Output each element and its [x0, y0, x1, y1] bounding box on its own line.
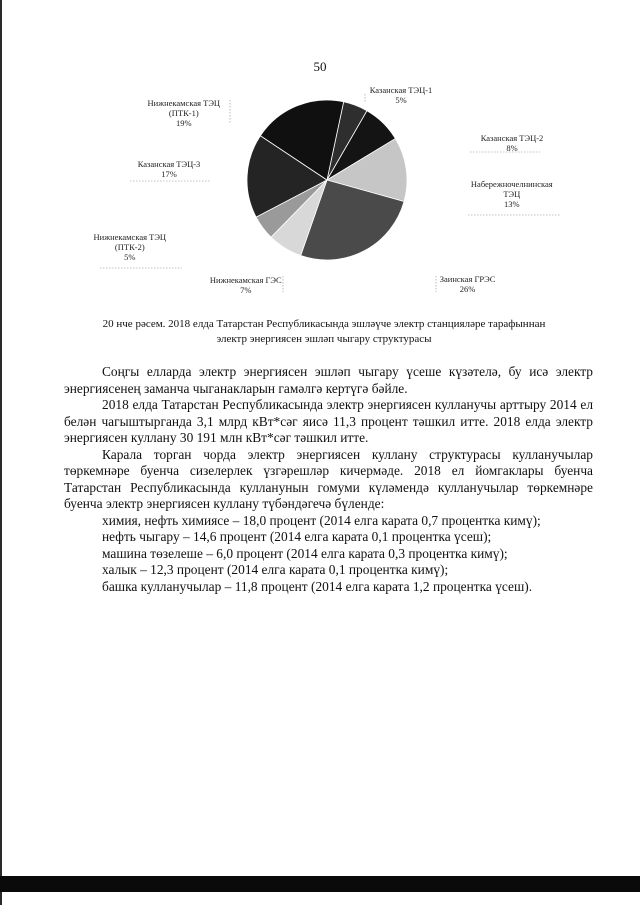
- slice-label: Казанская ТЭЦ-2 8%: [480, 133, 544, 153]
- slice-label: Казанская ТЭЦ-1 5%: [369, 85, 433, 105]
- slice-label: Заинская ГРЭС 26%: [439, 274, 496, 294]
- pie-chart: [0, 80, 640, 310]
- list-item: халык – 12,3 процент (2014 елга карата 0,1 процентка кимү);: [102, 562, 449, 577]
- slice-label: Нижнекамская ГЭС 7%: [209, 275, 282, 295]
- slice-label: Нижнекамская ТЭЦ (ПТК-1) 19%: [147, 98, 221, 128]
- slice-label: Нижнекамская ТЭЦ (ПТК-2) 5%: [93, 232, 167, 262]
- paragraph: Карала торган чорда электр энергиясен куллану структурасы кулланучылар төркемнәре буенча сизелерлек үзгәрешләр кичермәде. 2018 ел йомгаклары буенча Татарстан Республикасында кулланунын гомуми күләмендә кулланучылар төркемнәре буенча электр энергиясен куллану түбәндәгечә бүленде:: [64, 446, 593, 511]
- paragraph: 2018 елда Татарстан Республикасында электр энергиясен кулланучы арттыру 2014 ел белән чагыштырганда 3,1 млрд кВт*сәг яисә 11,3 процент тәшкил итте. 2018 елда электр энергиясен куллану 30 191 млн кВт*сәг тәшкил итте.: [64, 397, 593, 445]
- list-item: машина төзелеше – 6,0 процент (2014 елга карата 0,3 процентка кимү);: [102, 545, 508, 561]
- page-number: 50: [313, 59, 327, 74]
- slice-label: Набережночелнинская ТЭЦ 13%: [470, 179, 553, 209]
- pie-slices: [247, 100, 407, 260]
- caption-line-1: 20 нче рәсем. 2018 елда Татарстан Республикасында эшләүче электр станцияләре тарафыннан: [102, 318, 546, 330]
- paragraph: Соңгы елларда электр энергиясен эшләп чыгару үсеше күзәтелә, бу исә электр энергиясенең заманча чыганакларын гамәлгә кертүгә бәйле.: [64, 364, 593, 396]
- scan-edge-bottom: [0, 876, 640, 892]
- slice-label: Казанская ТЭЦ-3 17%: [137, 159, 201, 179]
- body-text: [64, 364, 593, 595]
- caption-line-2: электр энергиясен эшләп чыгару структурасы: [216, 333, 432, 345]
- figure-caption: [60, 317, 588, 347]
- list-item: химия, нефть химиясе – 18,0 процент (2014 елга карата 0,7 процентка кимү);: [102, 512, 541, 528]
- list-item: башка кулланучылар – 11,8 процент (2014 елга карата 1,2 процентка үсеш).: [102, 578, 533, 594]
- list-item: нефть чыгару – 14,6 процент (2014 елга карата 0,1 процентка үсеш);: [102, 529, 492, 544]
